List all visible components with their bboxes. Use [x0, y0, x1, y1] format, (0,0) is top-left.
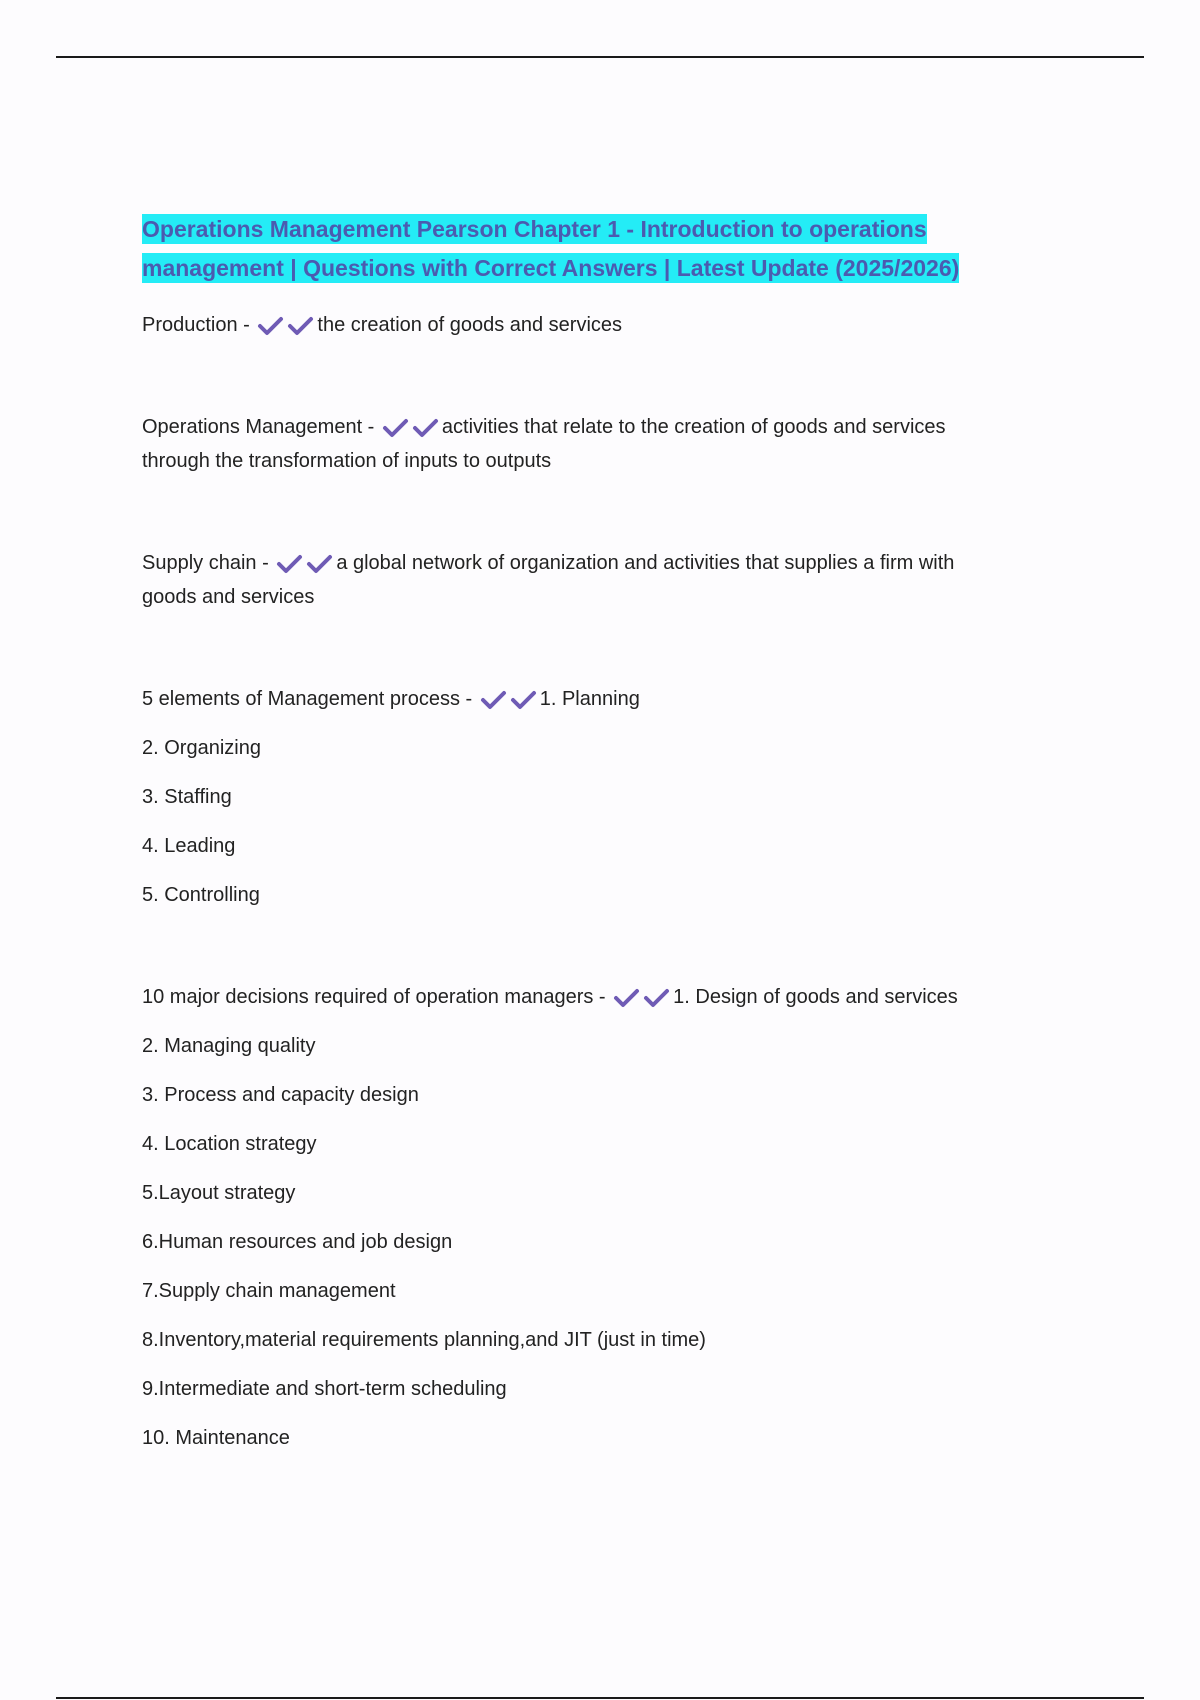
list-item: 3. Staffing [142, 786, 232, 808]
list-item: 2. Managing quality [142, 1035, 316, 1057]
document-body [142, 210, 1042, 1455]
entry-answer: 1. Planning [539, 688, 640, 710]
list-item: 4. Location strategy [142, 1133, 317, 1155]
list-item: 6.Human resources and job design [142, 1231, 453, 1253]
entry-term: Operations Management - [142, 416, 375, 438]
title-line-1: Operations Management Pearson Chapter 1 - Introduction to operations [142, 216, 927, 242]
footer-rule [56, 1697, 1144, 1699]
list-item: 7.Supply chain management [142, 1280, 396, 1302]
list-item: 3. Process and capacity design [142, 1084, 419, 1106]
entry-term: 5 elements of Management process - [142, 688, 473, 710]
list-item: 8.Inventory,material requirements planning,and JIT (just in time) [142, 1329, 706, 1351]
entry-term: 10 major decisions required of operation managers - [142, 986, 606, 1008]
entry-answer: the creation of goods and services [317, 314, 623, 336]
document-title [142, 210, 1042, 288]
entry-answer: a global network of organization and activities that supplies a firm with [336, 552, 955, 574]
list-item: 10. Maintenance [142, 1427, 290, 1449]
title-line-2: management | Questions with Correct Answers | Latest Update (2025/2026) [142, 255, 960, 281]
header-rule [56, 56, 1144, 58]
list-item: 5.Layout strategy [142, 1182, 296, 1204]
double-checkmark-icon [613, 987, 671, 1009]
double-checkmark-icon [480, 689, 538, 711]
qa-entry-major-decisions [142, 980, 1042, 1455]
double-checkmark-icon [382, 417, 440, 439]
entry-answer-continued: goods and services [142, 586, 315, 608]
double-checkmark-icon [257, 315, 315, 337]
entry-term: Production - [142, 314, 250, 336]
entry-term: Supply chain - [142, 552, 269, 574]
list-item: 5. Controlling [142, 884, 260, 906]
entry-answer-continued: through the transformation of inputs to outputs [142, 450, 552, 472]
entry-answer: activities that relate to the creation of goods and services [441, 416, 946, 438]
list-item: 2. Organizing [142, 737, 261, 759]
qa-entry-management-process [142, 682, 1042, 912]
qa-entry-supply-chain [142, 546, 1042, 614]
entry-answer: 1. Design of goods and services [673, 986, 958, 1008]
list-item: 9.Intermediate and short-term scheduling [142, 1378, 507, 1400]
qa-entry-operations-management [142, 410, 1042, 478]
qa-entry-production [142, 308, 1042, 342]
list-item: 4. Leading [142, 835, 236, 857]
double-checkmark-icon [276, 553, 334, 575]
